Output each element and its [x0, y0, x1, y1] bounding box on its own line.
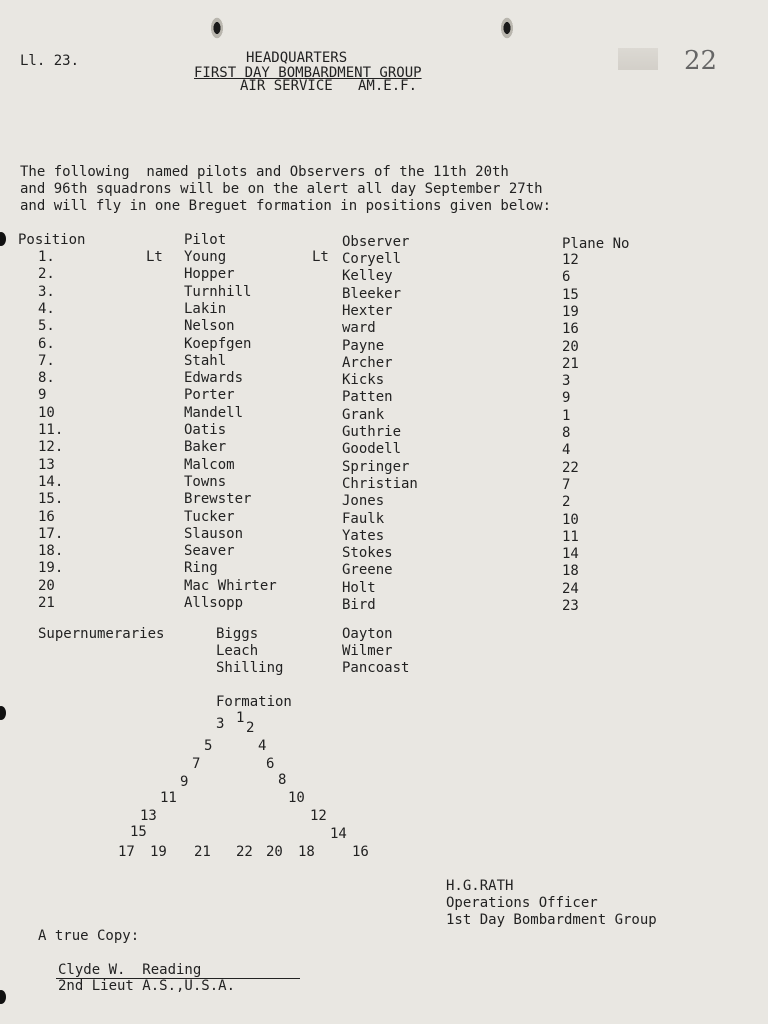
position-cell: 6. — [38, 336, 55, 352]
formation-slot: 9 — [180, 774, 189, 790]
position-cell: 21 — [38, 595, 55, 611]
plane-cell: 7 — [562, 477, 571, 493]
signer-title: Operations Officer — [446, 895, 598, 911]
plane-cell: 9 — [562, 390, 571, 406]
formation-slot: 10 — [288, 790, 305, 806]
supernumerary-pilot: Leach — [216, 643, 259, 659]
formation-slot: 13 — [140, 808, 157, 824]
plane-cell: 4 — [562, 442, 571, 458]
observer-cell: Greene — [342, 562, 393, 578]
pilot-cell: Towns — [184, 474, 227, 490]
plane-cell: 2 — [562, 494, 571, 510]
formation-slot: 14 — [330, 826, 347, 842]
formation-slot: 21 — [194, 844, 211, 860]
position-cell: 15. — [38, 491, 64, 507]
position-cell: 1. — [38, 249, 55, 265]
observer-cell: Jones — [342, 493, 385, 509]
observer-cell: Bleeker — [342, 286, 402, 302]
page-number: 22 — [684, 46, 718, 76]
position-cell: 18. — [38, 543, 64, 559]
header-line-1: HEADQUARTERS — [246, 50, 348, 66]
observer-cell: Christian — [342, 476, 418, 492]
observer-cell: Kicks — [342, 372, 385, 388]
plane-cell: 21 — [562, 356, 579, 372]
formation-title: Formation — [216, 694, 292, 710]
supernumeraries-label: Supernumeraries — [38, 626, 165, 642]
plane-cell: 6 — [562, 269, 571, 285]
pilot-cell: Mandell — [184, 405, 244, 421]
formation-slot: 11 — [160, 790, 177, 806]
observer-cell: Guthrie — [342, 424, 402, 440]
intro-line-1: The following named pilots and Observers of the 11th 20th — [20, 164, 509, 180]
observer-cell: Holt — [342, 580, 376, 596]
signer-unit: 1st Day Bombardment Group — [446, 912, 657, 928]
formation-slot: 2 — [246, 720, 255, 736]
plane-cell: 16 — [562, 321, 579, 337]
observer-cell: Bird — [342, 597, 376, 613]
binding-mark — [0, 232, 6, 246]
position-cell: 8. — [38, 370, 55, 386]
formation-slot: 19 — [150, 844, 167, 860]
column-header-position: Position — [18, 232, 86, 248]
observer-cell: Coryell — [342, 251, 402, 267]
pilot-cell: Nelson — [184, 318, 235, 334]
plane-cell: 3 — [562, 373, 571, 389]
formation-slot: 5 — [204, 738, 213, 754]
header-line-2: FIRST DAY BOMBARDMENT GROUP — [194, 65, 422, 81]
formation-slot: 16 — [352, 844, 369, 860]
pilot-cell: Slauson — [184, 526, 244, 542]
position-cell: 14. — [38, 474, 64, 490]
punch-hole — [210, 16, 224, 40]
observer-cell: Springer — [342, 459, 410, 475]
plane-cell: 20 — [562, 339, 579, 355]
plane-cell: 15 — [562, 287, 579, 303]
formation-slot: 1 — [236, 710, 245, 726]
position-cell: 17. — [38, 526, 64, 542]
punch-hole — [500, 16, 514, 40]
observer-cell: Yates — [342, 528, 385, 544]
formation-slot: 17 — [118, 844, 135, 860]
plane-cell: 10 — [562, 512, 579, 528]
header-line-3: AIR SERVICE AM.E.F. — [240, 78, 418, 94]
plane-cell: 8 — [562, 425, 571, 441]
position-cell: 16 — [38, 509, 55, 525]
column-header-plane: Plane No — [562, 236, 630, 252]
position-cell: 13 — [38, 457, 55, 473]
pilot-cell: Edwards — [184, 370, 244, 386]
column-header-pilot: Pilot — [184, 232, 227, 248]
formation-slot: 15 — [130, 824, 147, 840]
position-cell: 5. — [38, 318, 55, 334]
column-header-observer: Observer — [342, 234, 410, 250]
pilot-cell: Baker — [184, 439, 227, 455]
stamp-mark — [618, 48, 658, 70]
plane-cell: 23 — [562, 598, 579, 614]
copy-signer-name: Clyde W. Reading — [58, 962, 202, 978]
observer-cell: Kelley — [342, 268, 393, 284]
position-cell: 11. — [38, 422, 64, 438]
plane-cell: 19 — [562, 304, 579, 320]
rank-label-observer: Lt — [312, 249, 329, 265]
plane-cell: 24 — [562, 581, 579, 597]
plane-cell: 1 — [562, 408, 571, 424]
plane-cell: 14 — [562, 546, 579, 562]
position-cell: 4. — [38, 301, 55, 317]
observer-cell: Faulk — [342, 511, 385, 527]
position-cell: 12. — [38, 439, 64, 455]
plane-cell: 18 — [562, 563, 579, 579]
formation-slot: 6 — [266, 756, 275, 772]
observer-cell: Patten — [342, 389, 393, 405]
pilot-cell: Ring — [184, 560, 218, 576]
observer-cell: Hexter — [342, 303, 393, 319]
observer-cell: ward — [342, 320, 376, 336]
supernumerary-pilot: Shilling — [216, 660, 284, 676]
observer-cell: Payne — [342, 338, 385, 354]
pilot-cell: Hopper — [184, 266, 235, 282]
position-cell: 2. — [38, 266, 55, 282]
pilot-cell: Porter — [184, 387, 235, 403]
observer-cell: Archer — [342, 355, 393, 371]
formation-slot: 3 — [216, 716, 225, 732]
pilot-cell: Seaver — [184, 543, 235, 559]
formation-slot: 7 — [192, 756, 201, 772]
binding-mark — [0, 990, 6, 1004]
pilot-cell: Malcom — [184, 457, 235, 473]
formation-slot: 18 — [298, 844, 315, 860]
pilot-cell: Stahl — [184, 353, 227, 369]
position-cell: 19. — [38, 560, 64, 576]
formation-slot: 22 — [236, 844, 253, 860]
formation-slot: 8 — [278, 772, 287, 788]
pilot-cell: Mac Whirter — [184, 578, 277, 594]
observer-cell: Stokes — [342, 545, 393, 561]
true-copy-label: A true Copy: — [38, 928, 140, 944]
pilot-cell: Brewster — [184, 491, 252, 507]
supernumerary-observer: Wilmer — [342, 643, 393, 659]
copy-signer-rank: 2nd Lieut A.S.,U.S.A. — [58, 978, 236, 994]
observer-cell: Grank — [342, 407, 385, 423]
file-reference: Ll. 23. — [20, 53, 80, 69]
formation-slot: 12 — [310, 808, 327, 824]
pilot-cell: Allsopp — [184, 595, 244, 611]
binding-mark — [0, 706, 6, 720]
pilot-cell: Young — [184, 249, 227, 265]
supernumerary-observer: Oayton — [342, 626, 393, 642]
position-cell: 9 — [38, 387, 47, 403]
observer-cell: Goodell — [342, 441, 402, 457]
signer-name: H.G.RATH — [446, 878, 514, 894]
intro-line-3: and will fly in one Breguet formation in positions given below: — [20, 198, 552, 214]
position-cell: 10 — [38, 405, 55, 421]
plane-cell: 22 — [562, 460, 579, 476]
position-cell: 3. — [38, 284, 55, 300]
rank-label-pilot: Lt — [146, 249, 163, 265]
pilot-cell: Koepfgen — [184, 336, 252, 352]
formation-slot: 4 — [258, 738, 267, 754]
pilot-cell: Oatis — [184, 422, 227, 438]
plane-cell: 12 — [562, 252, 579, 268]
supernumerary-pilot: Biggs — [216, 626, 259, 642]
pilot-cell: Tucker — [184, 509, 235, 525]
pilot-cell: Lakin — [184, 301, 227, 317]
plane-cell: 11 — [562, 529, 579, 545]
intro-line-2: and 96th squadrons will be on the alert all day September 27th — [20, 181, 543, 197]
formation-slot: 20 — [266, 844, 283, 860]
position-cell: 20 — [38, 578, 55, 594]
position-cell: 7. — [38, 353, 55, 369]
pilot-cell: Turnhill — [184, 284, 252, 300]
supernumerary-observer: Pancoast — [342, 660, 410, 676]
